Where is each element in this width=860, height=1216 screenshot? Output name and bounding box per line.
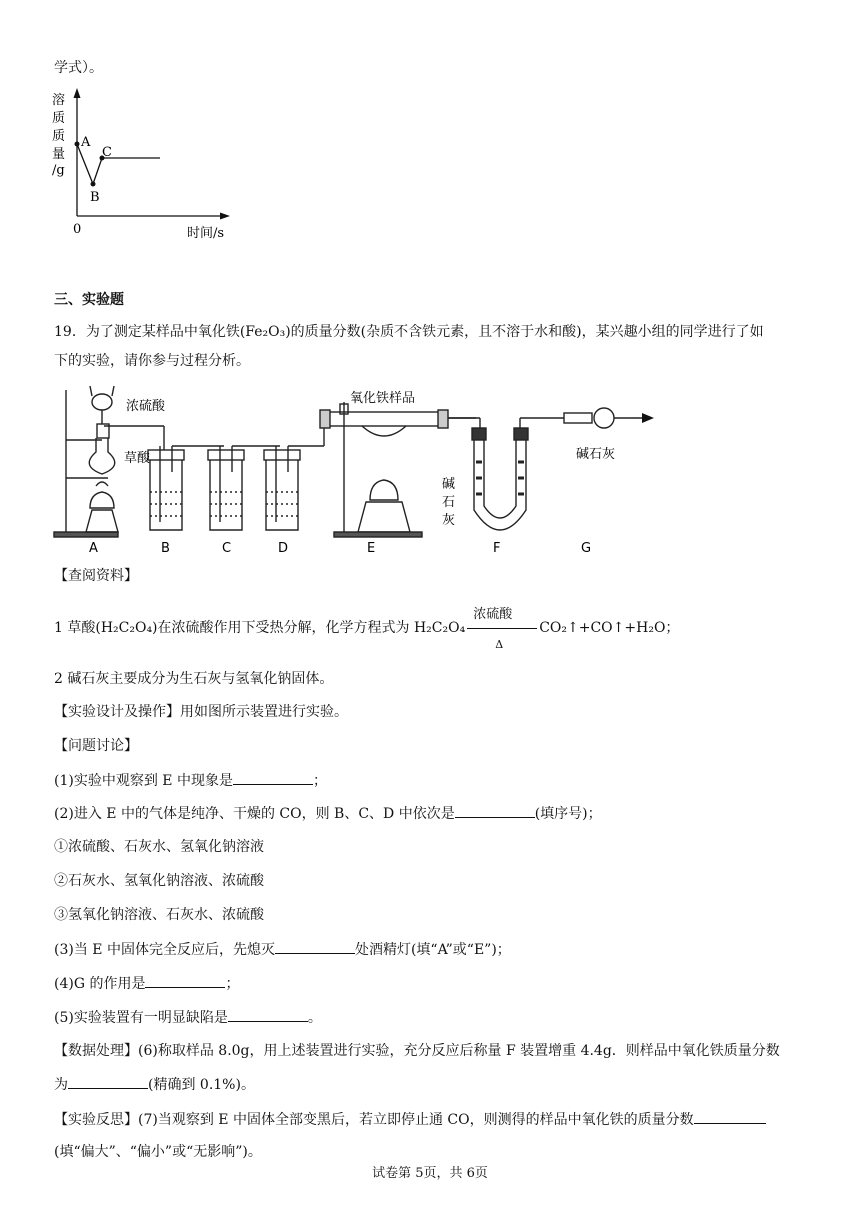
ref2-line: 2 碱石灰主要成分为生石灰与氢氧化钠固体。: [54, 671, 334, 687]
label-oxalic-acid: 草酸: [124, 451, 151, 466]
answer-blank-7[interactable]: [694, 1109, 766, 1124]
label-soda-lime-f: 碱: [442, 477, 456, 492]
question-5-text: (5)实验装置有一明显缺陷是: [54, 1010, 228, 1026]
answer-blank-1[interactable]: [233, 770, 313, 785]
question-6-text: 为: [54, 1077, 68, 1093]
device-letter-f: F: [493, 541, 501, 556]
question-2: [54, 803, 602, 824]
option-2: ②石灰水、氢氧化钠溶液、浓硫酸: [54, 873, 264, 889]
device-b: [148, 446, 224, 530]
y-axis-arrow: [74, 88, 81, 98]
y-label-char: 溶: [52, 93, 66, 108]
question-3-tail: 处酒精灯(填“A”或“E”)；: [354, 942, 511, 958]
continued-text: 学式）。: [54, 60, 103, 76]
y-label-char: 量: [52, 147, 66, 162]
label-concentrated-acid: 浓硫酸: [126, 399, 166, 414]
y-label-char: 质: [52, 111, 66, 126]
discussion-title: 【问题讨论】: [54, 738, 138, 754]
question-5: [54, 1007, 322, 1028]
device-letter-e: E: [367, 541, 376, 556]
question-7-line2: (填“偏大”、“偏小”或“无影响”)。: [54, 1144, 262, 1160]
device-letter-b: B: [161, 541, 170, 556]
question-1-text: (1)实验中观察到 E 中现象是: [54, 773, 233, 789]
device-f: [448, 418, 564, 530]
point-a: [75, 142, 80, 147]
question-4-text: (4)G 的作用是: [54, 976, 146, 992]
question-7-text: 【实验反思】(7)当观察到 E 中固体全部变黑后，若立即停止通 CO，则测得的样品中氧化铁的质量分数: [54, 1112, 694, 1128]
equation-arrow: [467, 606, 537, 651]
question-4-tail: ；: [225, 976, 240, 992]
question-1-tail: ；: [312, 773, 327, 789]
question-3: [54, 939, 511, 960]
device-g: [564, 408, 634, 428]
origin-label: 0: [73, 222, 82, 237]
question-7-line1: [54, 1109, 766, 1130]
device-letter-a: A: [89, 541, 98, 556]
answer-blank-5[interactable]: [228, 1007, 308, 1022]
point-c-label: C: [102, 145, 112, 160]
design-line: 【实验设计及操作】用如图所示装置进行实验。: [54, 704, 348, 720]
device-letter-d: D: [278, 541, 289, 556]
page-footer: 试卷第 5页，共 6页: [372, 1166, 488, 1181]
label-iron-oxide-sample: 氧化铁样品: [350, 391, 416, 406]
question-6-line1: 【数据处理】(6)称取样品 8.0g，用上述装置进行实验，充分反应后称量 F 装置增重 4.4g．则样品中氧化铁质量分数: [54, 1043, 780, 1059]
ref1-line: [54, 606, 680, 651]
label-soda-lime-f: 灰: [442, 513, 456, 528]
equation-condition-under: Δ: [495, 637, 504, 651]
device-letter-g: G: [581, 541, 592, 556]
answer-blank-4[interactable]: [145, 973, 225, 988]
q19-text-line2: 下的实验，请你参与过程分析。: [54, 353, 250, 369]
device-letter-c: C: [222, 541, 232, 556]
question-4: [54, 973, 239, 994]
q19-text-line1: 19．为了测定某样品中氧化铁(Fe₂O₃)的质量分数(杂质不含铁元素，且不溶于水和酸)，某兴趣小组的同学进行了如: [54, 324, 764, 340]
y-label-char: /g: [52, 163, 65, 178]
ref1-suffix: CO₂↑+CO↑+H₂O；: [539, 620, 680, 636]
experiment-apparatus-diagram: [44, 382, 664, 562]
question-1: [54, 770, 327, 791]
label-soda-lime-g: 碱石灰: [576, 447, 616, 462]
y-axis-label: [52, 92, 65, 178]
question-5-tail: 。: [307, 1010, 322, 1026]
y-label-char: 质: [52, 129, 66, 144]
ref-title: 【查阅资料】: [54, 568, 138, 584]
x-axis-label: 时间/s: [187, 226, 225, 241]
ref1-prefix: 1 草酸(H₂C₂O₄)在浓硫酸作用下受热分解，化学方程式为 H₂C₂O₄: [54, 620, 466, 636]
device-c: [208, 446, 280, 530]
question-3-text: (3)当 E 中固体完全反应后，先熄灭: [54, 942, 275, 958]
answer-blank-3[interactable]: [275, 939, 355, 954]
label-soda-lime-f: 石: [442, 495, 456, 510]
x-axis-arrow: [220, 213, 230, 220]
device-d: [264, 426, 324, 530]
question-6-tail: (精确到 0.1%)。: [148, 1077, 255, 1093]
option-1: ①浓硫酸、石灰水、氢氧化钠溶液: [54, 839, 264, 855]
curve: [77, 144, 160, 184]
question-2-text: (2)进入 E 中的气体是纯净、干燥的 CO，则 B、C、D 中依次是: [54, 806, 455, 822]
option-3: ③氢氧化钠溶液、石灰水、浓硫酸: [54, 907, 264, 923]
answer-blank-6[interactable]: [68, 1074, 148, 1089]
point-a-label: A: [81, 135, 91, 150]
equation-condition-over: 浓硫酸: [473, 606, 513, 622]
answer-blank-2[interactable]: [455, 803, 535, 818]
solute-mass-graph: [40, 86, 240, 246]
point-b-label: B: [90, 190, 100, 205]
section-title: 三、实验题: [54, 292, 124, 308]
question-2-tail: (填序号)；: [534, 806, 602, 822]
point-b: [91, 182, 96, 187]
question-6-line2: [54, 1074, 255, 1095]
